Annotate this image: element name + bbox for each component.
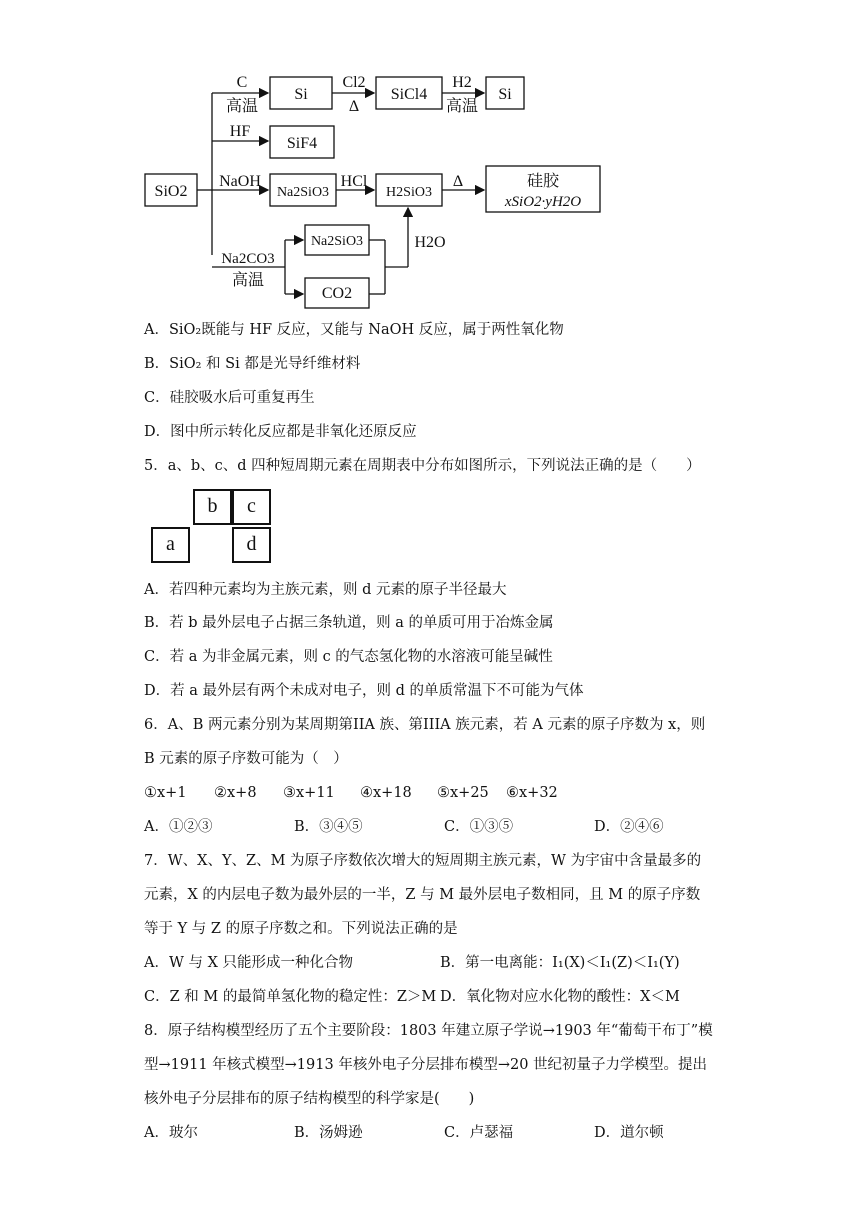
reaction-flow-svg <box>140 60 620 310</box>
q5-stem: 5．a、b、c、d 四种短周期元素在周期表中分布如图所示，下列说法正确的是（ ） <box>144 458 701 474</box>
q8-option-b: B．汤姆逊 <box>294 1125 363 1141</box>
node-na2sio3-b: Na2SiO3 <box>310 234 364 249</box>
label-naoh: NaOH <box>219 173 261 190</box>
silicon-reaction-diagram <box>140 60 620 310</box>
grid-cell-a: a <box>151 527 190 563</box>
node-sicl4: SiCl4 <box>390 86 428 103</box>
q4-option-a: A．SiO₂既能与 HF 反应，又能与 NaOH 反应，属于两性氧化物 <box>144 322 564 338</box>
q6-choice-1: ①x+1 <box>144 785 187 801</box>
q4-option-c: C．硅胶吸水后可重复再生 <box>144 390 315 406</box>
q6-stem-line1: 6．A、B 两元素分别为某周期第IIA 族、第IIIA 族元素，若 A 元素的原子序数为 x，则 <box>144 717 706 733</box>
label-high-temp-1: 高温 <box>225 98 259 115</box>
q7-stem-line1: 7．W、X、Y、Z、M 为原子序数依次增大的短周期主族元素，W 为宇宙中含量最多的 <box>144 853 702 869</box>
node-h2sio3: H2SiO3 <box>386 185 432 200</box>
q6-choice-2: ②x+8 <box>214 785 257 801</box>
q6-choice-3: ③x+11 <box>283 785 335 801</box>
label-high-temp-2: 高温 <box>445 98 479 115</box>
q7-option-b: B．第一电离能：I₁(X)＜I₁(Z)＜I₁(Y) <box>440 955 680 971</box>
q5-option-b: B．若 b 最外层电子占据三条轨道，则 a 的单质可用于冶炼金属 <box>144 615 554 631</box>
node-silica-gel-name: 硅胶 <box>526 173 560 190</box>
node-silica-gel-formula: xSiO2·yH2O <box>504 194 582 210</box>
q6-option-c: C．①③⑤ <box>444 819 514 835</box>
q6-choice-4: ④x+18 <box>360 785 412 801</box>
label-c: C <box>236 74 248 91</box>
q4-option-d: D．图中所示转化反应都是非氧化还原反应 <box>144 424 417 440</box>
q6-stem-line2: B 元素的原子序数可能为（ ） <box>144 751 348 767</box>
q7-option-d: D．氧化物对应水化物的酸性：X＜M <box>440 989 680 1005</box>
q8-option-a: A．玻尔 <box>144 1125 198 1141</box>
label-na2co3: Na2CO3 <box>221 251 275 267</box>
q8-option-c: C．卢瑟福 <box>444 1125 514 1141</box>
q8-stem-line3: 核外电子分层排布的原子结构模型的科学家是( ) <box>144 1091 475 1107</box>
q6-option-b: B．③④⑤ <box>294 819 363 835</box>
q7-stem-line3: 等于 Y 与 Z 的原子序数之和。下列说法正确的是 <box>144 921 458 937</box>
label-delta-2: Δ <box>452 173 464 190</box>
q5-option-a: A．若四种元素均为主族元素，则 d 元素的原子半径最大 <box>144 582 507 598</box>
node-sif4: SiF4 <box>286 135 318 152</box>
q6-option-d: D．②④⑥ <box>594 819 664 835</box>
grid-cell-d: d <box>232 527 271 563</box>
q6-choice-5: ⑤x+25 <box>437 785 489 801</box>
label-h2o: H2O <box>414 234 446 251</box>
periodic-table-grid <box>148 487 278 567</box>
q4-option-b: B．SiO₂ 和 Si 都是光导纤维材料 <box>144 356 361 372</box>
q7-stem-line2: 元素，X 的内层电子数为最外层的一半，Z 与 M 最外层电子数相同，且 M 的原子序数 <box>144 887 701 903</box>
q7-option-c: C．Z 和 M 的最简单氢化物的稳定性：Z＞M <box>144 989 437 1005</box>
q8-stem-line2: 型→1911 年核式模型→1913 年核外电子分层排布模型→20 世纪初量子力学模型。提出 <box>144 1057 708 1073</box>
label-hf: HF <box>229 123 251 140</box>
label-hcl: HCl <box>340 173 368 190</box>
q6-option-a: A．①②③ <box>144 819 213 835</box>
q8-stem-line1: 8．原子结构模型经历了五个主要阶段：1803 年建立原子学说→1903 年“葡萄干布丁”模 <box>144 1023 713 1039</box>
label-h2: H2 <box>452 74 472 91</box>
q8-option-d: D．道尔顿 <box>594 1125 664 1141</box>
label-cl2: Cl2 <box>342 74 366 91</box>
grid-cell-b: b <box>193 489 232 525</box>
q6-choice-6: ⑥x+32 <box>506 785 558 801</box>
label-high-temp-3: 高温 <box>231 272 265 289</box>
grid-cell-c: c <box>232 489 271 525</box>
node-si-2: Si <box>498 86 512 103</box>
node-na2sio3-a: Na2SiO3 <box>276 185 330 200</box>
node-si-1: Si <box>294 86 308 103</box>
q5-option-d: D．若 a 最外层有两个未成对电子，则 d 的单质常温下不可能为气体 <box>144 683 584 699</box>
q7-option-a: A．W 与 X 只能形成一种化合物 <box>144 955 354 971</box>
node-co2: CO2 <box>321 285 353 302</box>
q5-option-c: C．若 a 为非金属元素，则 c 的气态氢化物的水溶液可能呈碱性 <box>144 649 553 665</box>
label-delta-1: Δ <box>348 98 360 115</box>
node-sio2: SiO2 <box>154 183 188 200</box>
